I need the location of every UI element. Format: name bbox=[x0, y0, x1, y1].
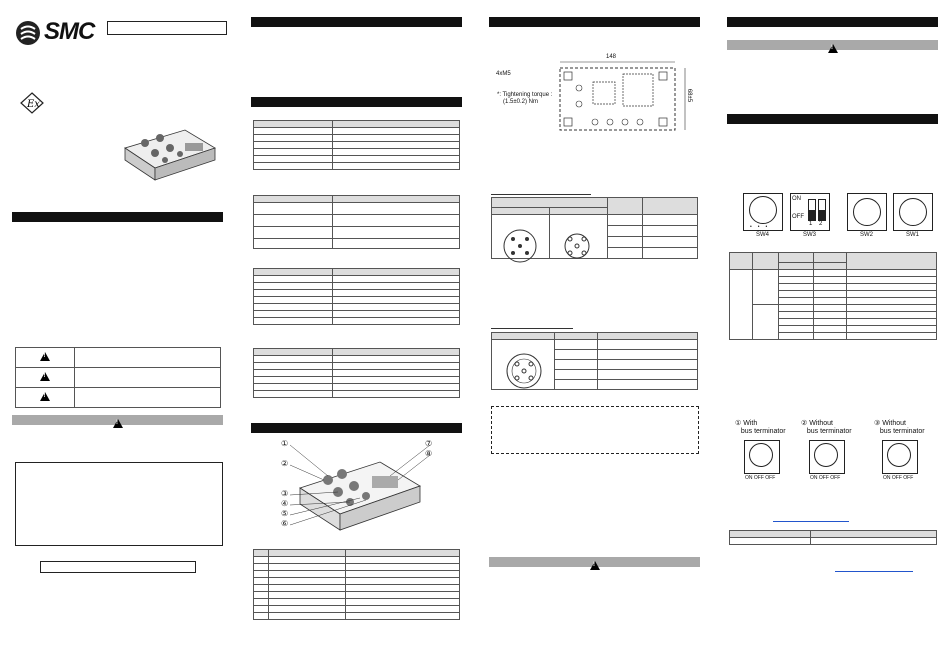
sw2-switch-box bbox=[847, 193, 887, 231]
spec-table-4 bbox=[253, 348, 460, 398]
mounting-dimension-diagram bbox=[555, 60, 700, 140]
warning-bar-icon bbox=[113, 419, 123, 428]
callout-6: ⑥ bbox=[281, 519, 289, 528]
terminator-3-title-2: bus terminator bbox=[879, 428, 925, 435]
safety-symbols-table bbox=[15, 347, 221, 408]
note-box bbox=[15, 462, 223, 546]
torque-value: (1.5±0.2) Nm bbox=[503, 99, 538, 105]
warning-bar-3-icon bbox=[828, 44, 838, 53]
warning-icon bbox=[40, 372, 50, 381]
terminator-1-title-2: bus terminator bbox=[740, 428, 786, 435]
terminator-1-number: ① bbox=[735, 420, 742, 427]
terminator-3-scale: ON OFF OFF bbox=[883, 475, 914, 481]
callout-4: ④ bbox=[281, 499, 289, 508]
torque-label: *: Tightening torque : bbox=[497, 92, 553, 98]
danger-warning-icon bbox=[40, 352, 50, 361]
atex-ex-icon bbox=[20, 92, 44, 119]
warning-bar-2-icon bbox=[590, 561, 600, 570]
sw3-number-1: 1 bbox=[809, 221, 813, 227]
sw3-label: SW3 bbox=[803, 232, 817, 238]
connector-2-heading-underline bbox=[491, 328, 573, 329]
sw3-dip-2 bbox=[818, 199, 826, 221]
connector-1-female-pins bbox=[557, 226, 597, 271]
terminator-1-switch-box bbox=[744, 440, 780, 474]
terminator-2-number: ② bbox=[801, 420, 808, 427]
smc-logo-text: SMC bbox=[44, 18, 95, 45]
terminator-3-switch-box bbox=[882, 440, 918, 474]
sw3-off-label: OFF bbox=[792, 214, 804, 220]
section-header-bar bbox=[12, 212, 223, 222]
dimension-height-label: 68±5 bbox=[686, 88, 693, 103]
sw3-number-2: 2 bbox=[819, 221, 823, 227]
reference-table bbox=[729, 530, 937, 545]
reference-link-2[interactable] bbox=[835, 571, 913, 572]
switch-settings-table bbox=[729, 252, 937, 340]
sw3-dip-1 bbox=[808, 199, 816, 221]
section-header-bar-3 bbox=[251, 97, 462, 107]
sw1-dial bbox=[899, 198, 927, 226]
spec-table-3 bbox=[253, 268, 460, 325]
terminator-1-title: With bbox=[743, 420, 758, 427]
sw2-label: SW2 bbox=[860, 232, 874, 238]
terminator-1-scale: ON OFF OFF bbox=[745, 475, 776, 481]
smc-logo-mark bbox=[15, 20, 41, 46]
warning-bar-3 bbox=[727, 40, 938, 50]
sw4-dial bbox=[749, 196, 777, 224]
footer-box bbox=[40, 561, 196, 573]
dimension-width-label: 148 bbox=[606, 54, 617, 60]
terminator-2-dial bbox=[814, 443, 838, 467]
sw4-switch-box: ••• bbox=[743, 193, 783, 231]
caution-icon bbox=[40, 392, 50, 401]
callout-7: ⑦ bbox=[425, 439, 433, 448]
terminator-3-number: ③ bbox=[874, 420, 881, 427]
sw4-label: SW4 bbox=[756, 232, 770, 238]
section-header-bar-6 bbox=[727, 17, 938, 27]
svg-text:Ex: Ex bbox=[27, 99, 40, 110]
sw3-on-label: ON bbox=[792, 196, 801, 202]
callout-2: ② bbox=[281, 459, 289, 468]
warning-bar-2 bbox=[489, 557, 700, 567]
terminator-1-dial bbox=[749, 443, 773, 467]
terminator-2-title: Without bbox=[809, 420, 833, 427]
section-header-bar-5 bbox=[489, 17, 700, 27]
document-number-box bbox=[107, 21, 227, 35]
terminator-2-scale: ON OFF OFF bbox=[810, 475, 841, 481]
callout-8: ⑧ bbox=[425, 449, 433, 458]
sw1-label: SW1 bbox=[906, 232, 920, 238]
mount-label: 4xM5 bbox=[496, 71, 511, 77]
connector-2-pins bbox=[503, 350, 545, 397]
section-header-bar-2 bbox=[251, 17, 462, 27]
terminator-3-title: Without bbox=[882, 420, 906, 427]
caution-dashed-box bbox=[491, 406, 699, 454]
callout-3: ③ bbox=[281, 489, 289, 498]
warning-bar bbox=[12, 415, 223, 425]
section-header-bar-7 bbox=[727, 114, 938, 124]
sw2-dial bbox=[853, 198, 881, 226]
connector-1-heading-underline bbox=[491, 194, 591, 195]
callout-5: ⑤ bbox=[281, 509, 289, 518]
terminator-3-label bbox=[874, 420, 925, 436]
terminator-2-label bbox=[801, 420, 852, 436]
callout-1: ① bbox=[281, 439, 289, 448]
sw3-switch-box bbox=[790, 193, 830, 231]
spec-table-2 bbox=[253, 195, 460, 249]
connector-1-male-pins bbox=[500, 226, 540, 271]
sw1-switch-box bbox=[893, 193, 933, 231]
section-header-bar-4 bbox=[251, 423, 462, 433]
terminator-3-dial bbox=[887, 443, 911, 467]
terminator-2-title-2: bus terminator bbox=[806, 428, 852, 435]
parts-diagram bbox=[280, 440, 440, 550]
terminator-2-switch-box bbox=[809, 440, 845, 474]
spec-table-1 bbox=[253, 120, 460, 170]
reference-link-1[interactable] bbox=[773, 521, 849, 522]
terminator-1-label bbox=[735, 420, 786, 436]
parts-table bbox=[253, 549, 460, 620]
smc-logo bbox=[15, 20, 41, 51]
product-image bbox=[115, 118, 220, 193]
